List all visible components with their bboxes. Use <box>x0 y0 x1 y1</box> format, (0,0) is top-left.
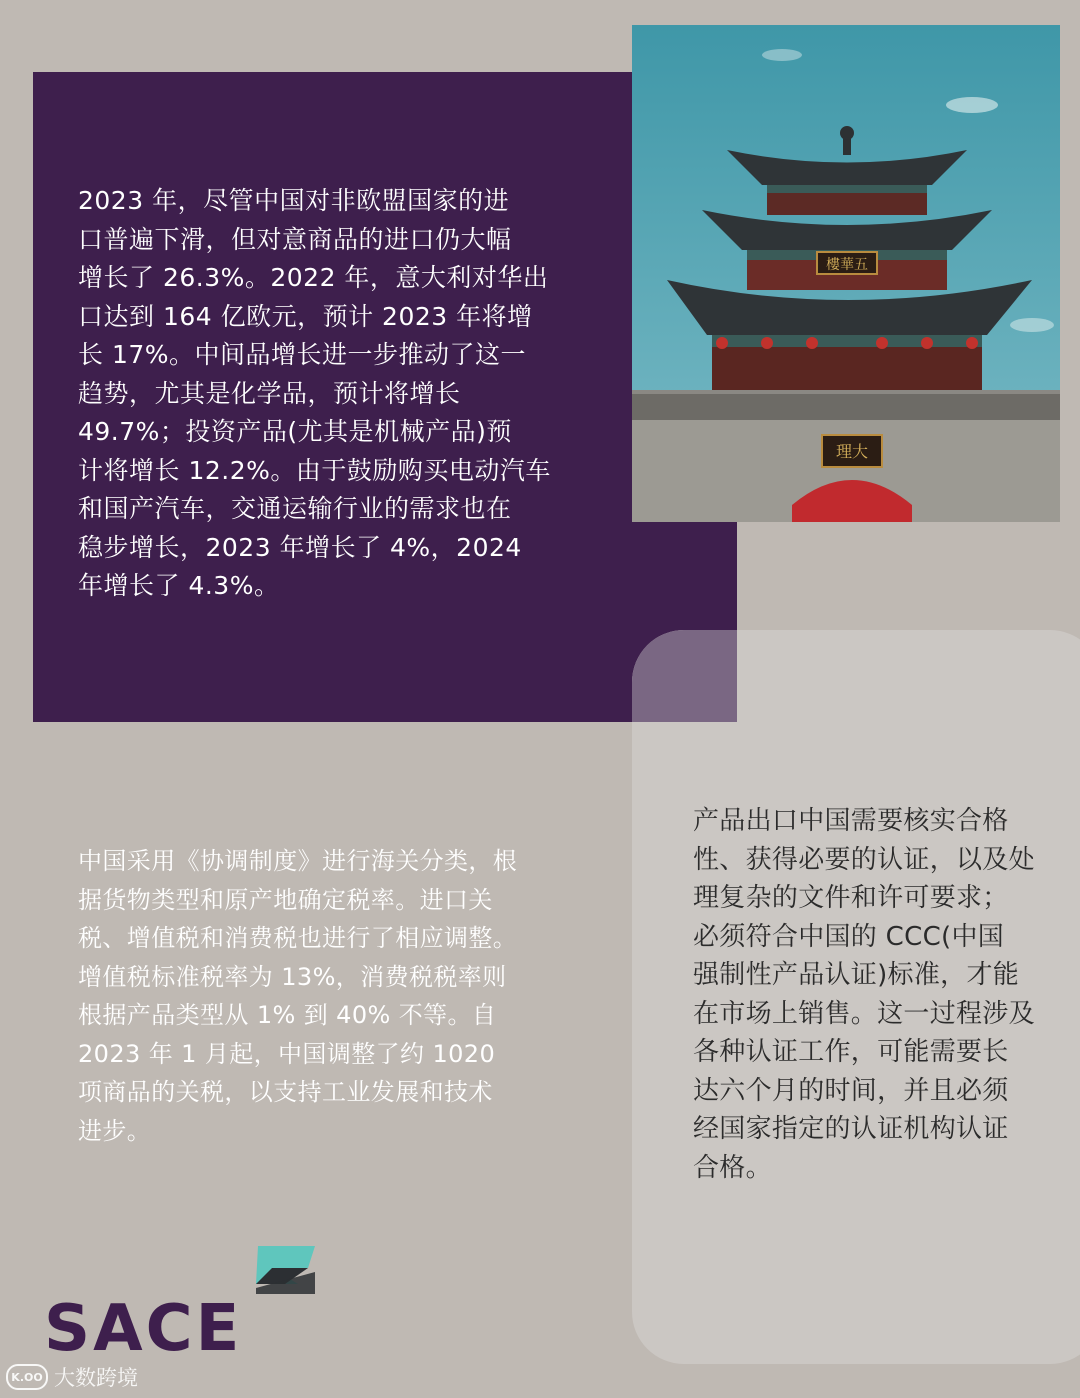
watermark <box>6 1362 138 1392</box>
customs-tariff-text: 中国采用《协调制度》进行海关分类，根 据货物类型和原产地确定税率。进口关 税、增值税和消费税也进行了相应调整。 增值税标准税率为 13%，消费税税率则 根据产品类型从 1% 到 40% 不等。自 2023 年 1 月起，中国调整了约 1020 项商品的关税，以支持工业发展和技术 进步。 <box>78 847 518 1145</box>
gate-plaque-text: 理大 <box>835 442 869 461</box>
top-plaque-text: 樓華五 <box>826 257 868 273</box>
watermark-text: 大数跨境 <box>54 1366 138 1390</box>
pagoda-photo <box>632 25 1060 522</box>
sace-logo-wordmark: SACE <box>44 1292 243 1366</box>
certification-text: 产品出口中国需要核实合格 性、获得必要的认证，以及处 理复杂的文件和许可要求； 必须符合中国的 CCC(中国 强制性产品认证)标准，才能 在市场上销售。这一过程涉及 各种认证工作，可能需要长 达六个月的时间，并且必须 经国家指定的认证机构认证 合格。 <box>693 806 1035 1183</box>
trade-growth-text: 2023 年，尽管中国对非欧盟国家的进 口普遍下滑，但对意商品的进口仍大幅 增长了 26.3%。2022 年，意大利对华出 口达到 164 亿欧元，预计 2023 年将增 长 17%。中间品增长进一步推动了这一 趋势，尤其是化学品，预计将增长 49.7%；投资产品(尤其是机械产品)预 计将增长 12.2%。由于鼓励购买电动汽车 和国产汽车，交通运输行业的需求也在 稳步增长，2023 年增长了 4%，2024 年增长了 4.3%。 <box>78 186 551 600</box>
panel-overlap-accent <box>632 630 737 722</box>
watermark-icon: K.OO <box>6 1364 48 1390</box>
